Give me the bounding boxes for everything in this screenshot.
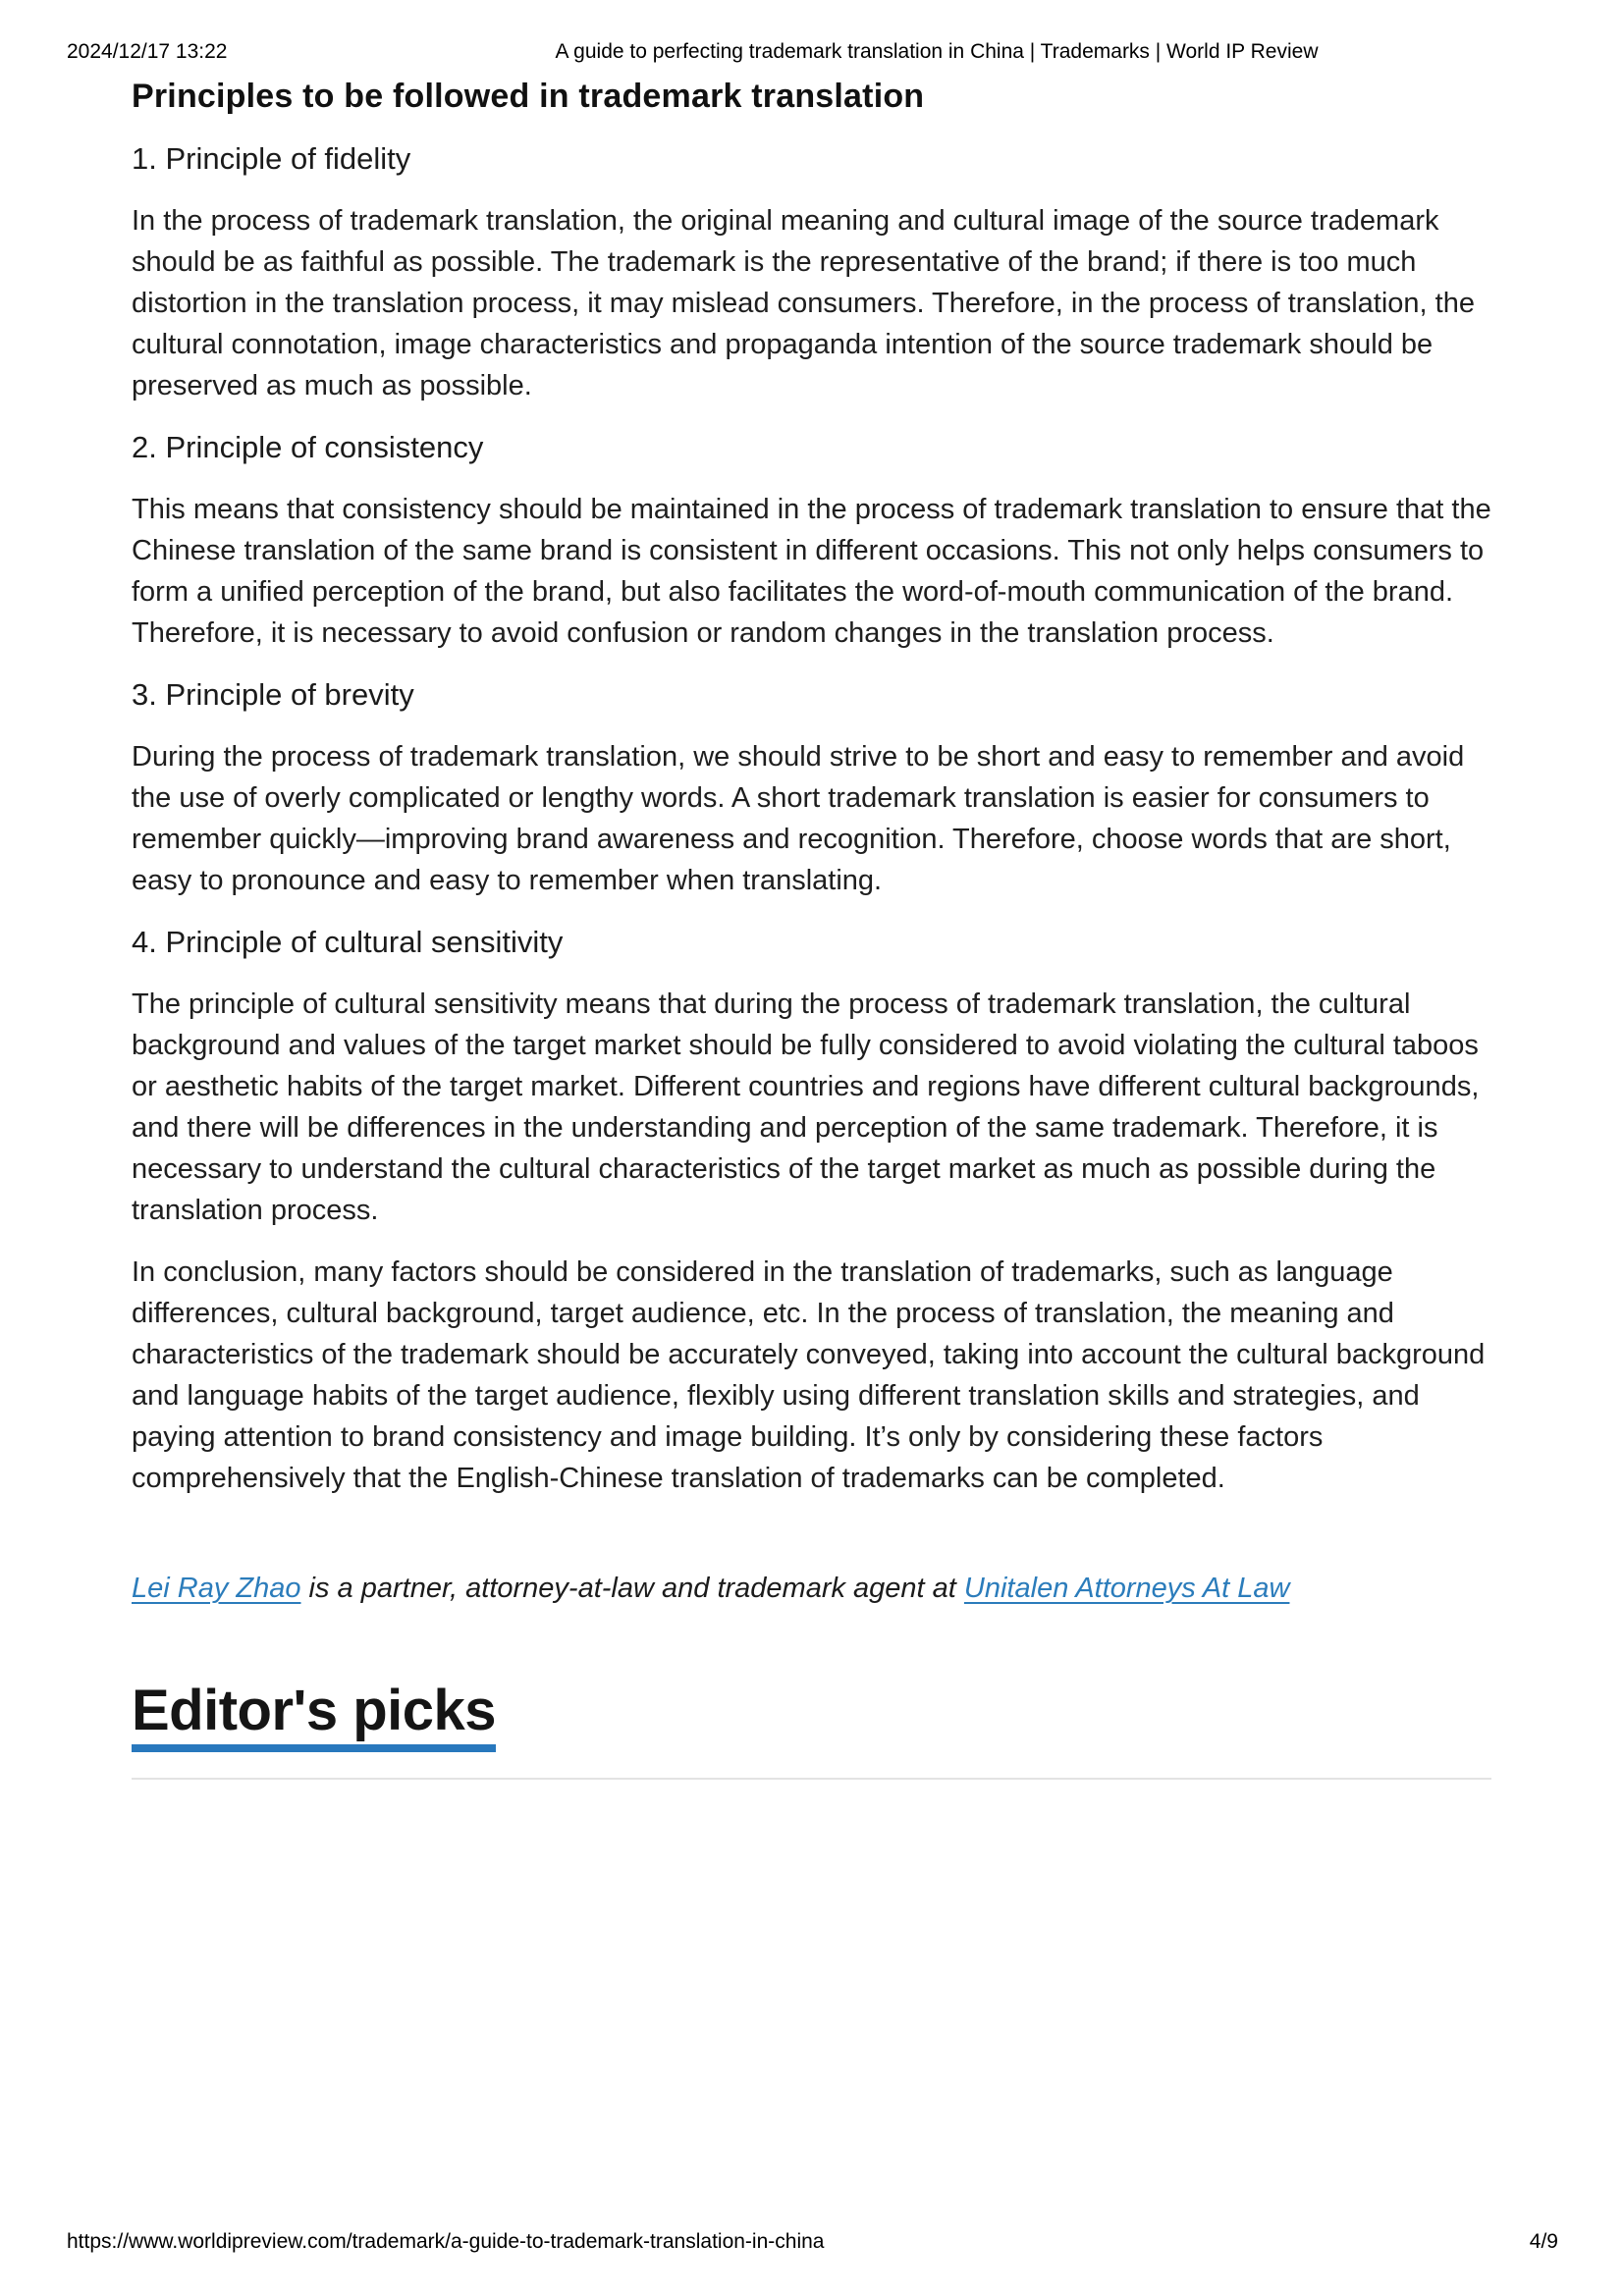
principle-paragraph: In the process of trademark translation, the original meaning and cultural image of the source trademark should be as faithful as possible. The trademark is the representative of the brand; if there is too much distortion in the translation process, it may mislead consumers. Therefore, in the process of translation, the cultural connotation, image characteristics and propaganda intention of the source trademark should be preserved as much as possible.: [132, 205, 1475, 401]
editors-picks-block: [132, 1679, 1491, 1752]
article-section-heading: Principles to be followed in trademark translation: [132, 78, 925, 115]
principle-heading: 3. Principle of brevity: [132, 677, 414, 712]
principle-paragraph: This means that consistency should be maintained in the process of trademark translation to ensure that the Chinese translation of the same brand is consistent in different occasions. This not only helps consumers to form a unified perception of the brand, but also facilitates the word-of-mouth communication of the brand. Therefore, it is necessary to avoid confusion or random changes in the translation process.: [132, 494, 1491, 649]
footer-url: https://www.worldipreview.com/trademark/a-guide-to-trademark-translation-in-china: [67, 2230, 825, 2253]
firm-link[interactable]: Unitalen Attorneys At Law: [963, 1573, 1290, 1604]
author-byline-text: is a partner, attorney-at-law and trademark agent at: [300, 1573, 964, 1604]
author-link[interactable]: Lei Ray Zhao: [132, 1573, 301, 1604]
footer-page-number: 4/9: [1529, 2230, 1558, 2253]
principle-section-fidelity: [132, 138, 1491, 406]
print-title: A guide to perfecting trademark translation in China | Trademarks | World IP Review: [555, 40, 1319, 63]
principle-paragraph: The principle of cultural sensitivity means that during the process of trademark translation, the cultural background and values of the target market should be fully considered to avoid violating the cultural taboos or aesthetic habits of the target market. Different countries and regions have different cultural backgrounds, and there will be differences in the understanding and perception of the same trademark. Therefore, it is necessary to understand the cultural characteristics of the target market as much as possible during the translation process.: [132, 988, 1480, 1226]
print-datetime: 2024/12/17 13:22: [67, 40, 228, 63]
print-footer: [67, 2230, 1558, 2254]
editors-picks-heading: Editor's picks: [132, 1682, 496, 1752]
conclusion-paragraph: In conclusion, many factors should be considered in the translation of trademarks, such as language differences, cultural background, target audience, etc. In the process of translation, the meaning and characteristics of the trademark should be accurately conveyed, taking into account the cultural background and language habits of the target audience, flexibly using different translation skills and strategies, and paying attention to brand consistency and image building. It’s only by considering these factors comprehensively that the English-Chinese translation of trademarks can be completed.: [132, 1256, 1486, 1494]
principle-heading: 1. Principle of fidelity: [132, 141, 411, 176]
principle-heading: 4. Principle of cultural sensitivity: [132, 925, 564, 959]
principle-paragraph: During the process of trademark translation, we should strive to be short and easy to remember and avoid the use of overly complicated or lengthy words. A short trademark translation is easier for consumers to remember quickly—improving brand awareness and recognition. Therefore, choose words that are short, easy to pronounce and easy to remember when translating.: [132, 741, 1465, 896]
content-divider: [132, 1778, 1491, 1780]
author-byline: [132, 1568, 1491, 1609]
principle-section-cultural-sensitivity: [132, 922, 1491, 1231]
principle-section-brevity: [132, 674, 1491, 901]
principle-heading: 2. Principle of consistency: [132, 430, 484, 464]
article-content: [132, 0, 1491, 1780]
principle-section-consistency: [132, 427, 1491, 654]
